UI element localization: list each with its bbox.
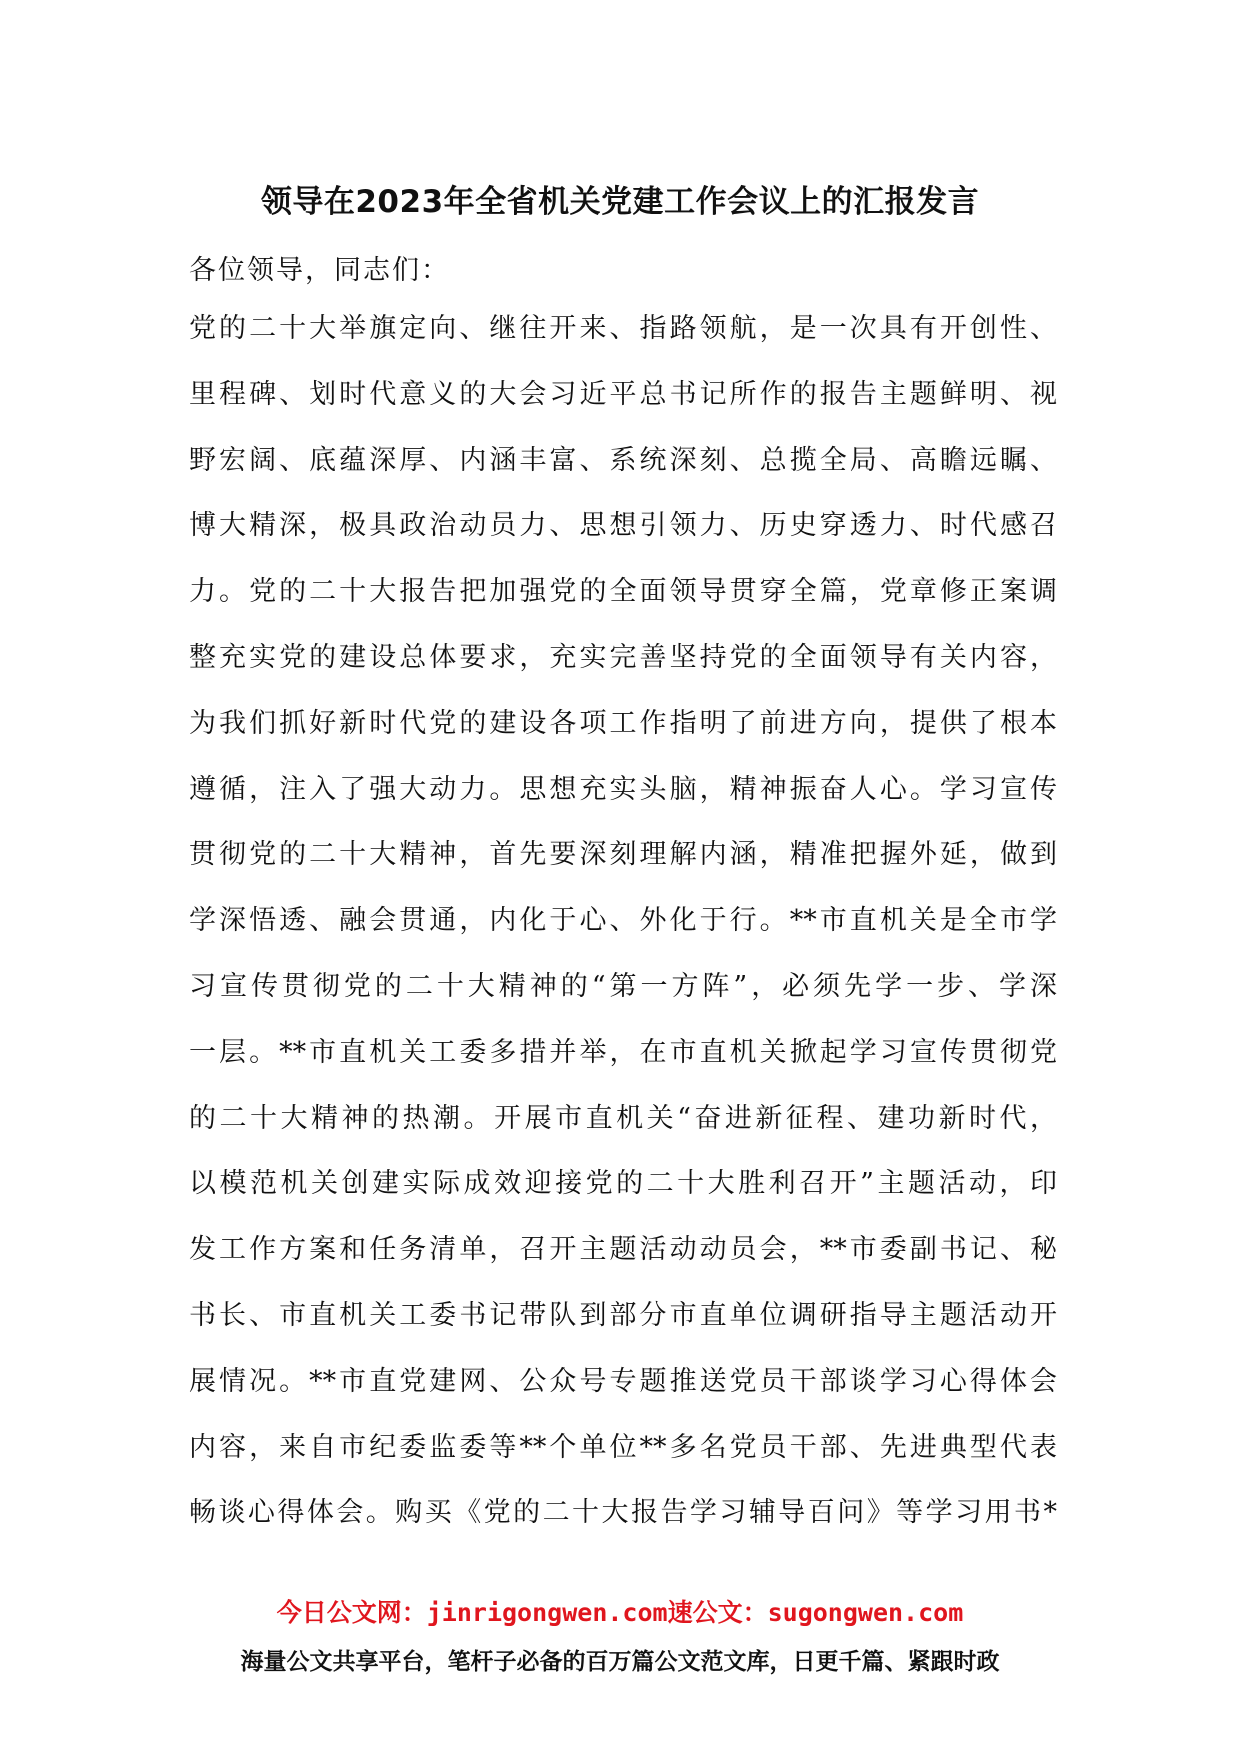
body-line: 书长、市直机关工委书记带队到部分市直单位调研指导主题活动开 bbox=[189, 1299, 1057, 1331]
body-line: 展情况。**市直党建网、公众号专题推送党员干部谈学习心得体会 bbox=[189, 1365, 1057, 1397]
body-line: 为我们抓好新时代党的建设各项工作指明了前进方向，提供了根本 bbox=[189, 707, 1057, 739]
footer-label-jinrigongwen: 今日公文网： bbox=[276, 1598, 427, 1627]
document-title: 领导在2023年全省机关党建工作会议上的汇报发言 bbox=[260, 184, 980, 220]
body-line: 力。党的二十大报告把加强党的全面领导贯穿全篇，党章修正案调 bbox=[189, 576, 1057, 608]
body-line: 里程碑、划时代意义的大会习近平总书记所作的报告主题鲜明、视 bbox=[189, 378, 1057, 410]
footer-tagline: 海量公文共享平台，笔杆子必备的百万篇公文范文库，日更千篇、紧跟时政 bbox=[240, 1649, 1000, 1675]
body-line: 的二十大精神的热潮。开展市直机关“奋进新征程、建功新时代， bbox=[189, 1102, 1057, 1134]
body-line: 发工作方案和任务清单，召开主题活动动员会，**市委副书记、秘 bbox=[189, 1234, 1057, 1266]
page-footer bbox=[0, 1593, 1240, 1676]
footer-link-sugongwen[interactable]: sugongwen.com bbox=[767, 1598, 964, 1627]
body-line: 博大精深，极具政治动员力、思想引领力、历史穿透力、时代感召 bbox=[189, 510, 1057, 542]
footer-link-jinrigongwen[interactable]: jinrigongwen.com bbox=[426, 1598, 668, 1627]
body-line: 内容，来自市纪委监委等**个单位**多名党员干部、先进典型代表 bbox=[189, 1431, 1057, 1463]
body-line: 学深悟透、融会贯通，内化于心、外化于行。**市直机关是全市学 bbox=[189, 905, 1057, 937]
footer-label-sugongwen: 速公文： bbox=[667, 1598, 768, 1627]
body-line: 贯彻党的二十大精神，首先要深刻理解内涵，精准把握外延，做到 bbox=[189, 839, 1057, 871]
body-line: 党的二十大举旗定向、继往开来、指路领航，是一次具有开创性、 bbox=[189, 313, 1057, 344]
body-line: 以模范机关创建实际成效迎接党的二十大胜利召开”主题活动，印 bbox=[189, 1168, 1057, 1200]
salutation: 各位领导，同志们： bbox=[189, 255, 450, 286]
body-line: 遵循，注入了强大动力。思想充实头脑，精神振奋人心。学习宣传 bbox=[189, 773, 1057, 805]
body-line: 习宣传贯彻党的二十大精神的“第一方阵”，必须先学一步、学深 bbox=[189, 970, 1057, 1002]
body-line: 整充实党的建设总体要求，充实完善坚持党的全面领导有关内容， bbox=[189, 641, 1057, 673]
footer-sites bbox=[0, 1593, 1240, 1629]
body-line: 畅谈心得体会。购买《党的二十大报告学习辅导百问》等学习用书* bbox=[189, 1497, 1057, 1529]
body-paragraph bbox=[189, 309, 1057, 1559]
body-line: 野宏阔、底蕴深厚、内涵丰富、系统深刻、总揽全局、高瞻远瞩、 bbox=[189, 444, 1057, 476]
body-line: 一层。**市直机关工委多措并举，在市直机关掀起学习宣传贯彻党 bbox=[189, 1036, 1057, 1068]
